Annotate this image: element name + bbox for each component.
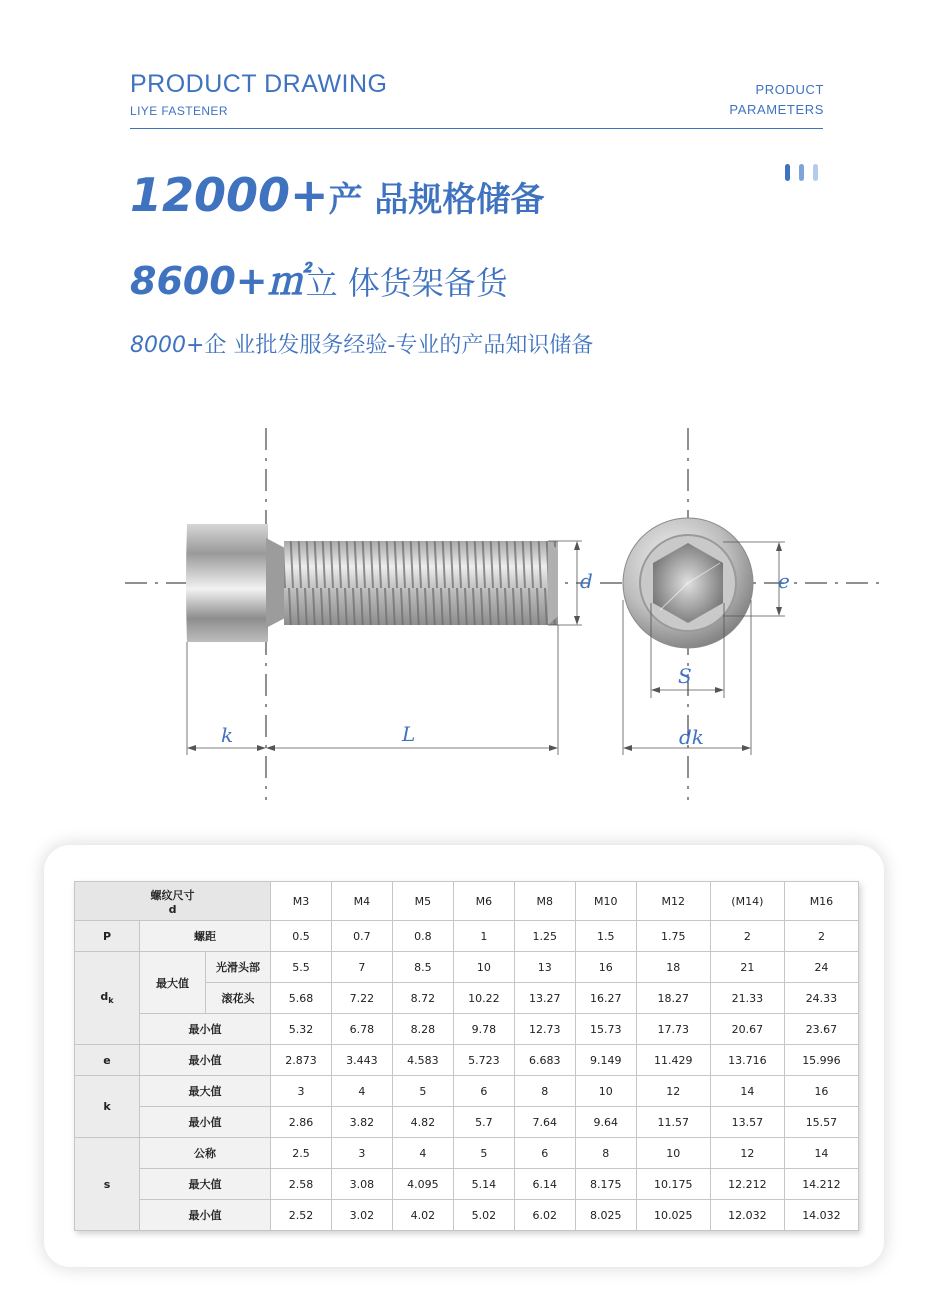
table-cell: 3.82 (331, 1107, 392, 1138)
table-cell: 8 (575, 1138, 636, 1169)
row-name-min: 最小值 (140, 1200, 271, 1231)
table-cell: 4.02 (392, 1200, 453, 1231)
stat-experience-number: 8000+ (130, 333, 205, 358)
row-label-s: s (75, 1138, 140, 1231)
row-name-smooth-head: 光滑头部 (206, 952, 271, 983)
table-cell: 4 (392, 1138, 453, 1169)
table-cell: 5.02 (453, 1200, 514, 1231)
table-cell: 6 (514, 1138, 575, 1169)
stat-experience (130, 328, 593, 359)
size-cell: M16 (784, 882, 858, 921)
table-row-e (75, 1045, 859, 1076)
row-name-min: 最小值 (140, 1014, 271, 1045)
table-cell: 7 (331, 952, 392, 983)
stat-warehouse (130, 250, 508, 305)
row-name-pitch: 螺距 (140, 921, 271, 952)
table-row-dk-smooth (75, 952, 859, 983)
table-cell: 3.02 (331, 1200, 392, 1231)
section-label-line2: PARAMETERS (729, 102, 824, 117)
table-cell: 0.5 (271, 921, 332, 952)
table-cell: 10.025 (636, 1200, 710, 1231)
dim-label-d: d (580, 569, 593, 593)
table-cell: 2.86 (271, 1107, 332, 1138)
table-cell: 20.67 (710, 1014, 784, 1045)
size-cell: M10 (575, 882, 636, 921)
table-cell: 1.25 (514, 921, 575, 952)
table-header-line1: 螺纹尺寸 (150, 888, 195, 902)
table-cell: 6.02 (514, 1200, 575, 1231)
table-cell: 5.32 (271, 1014, 332, 1045)
table-cell: 10 (575, 1076, 636, 1107)
table-cell: 5 (453, 1138, 514, 1169)
table-cell: 6.683 (514, 1045, 575, 1076)
table-cell: 9.64 (575, 1107, 636, 1138)
table-cell: 16.27 (575, 983, 636, 1014)
table-cell: 15.73 (575, 1014, 636, 1045)
table-cell: 21.33 (710, 983, 784, 1014)
table-cell: 14 (710, 1076, 784, 1107)
table-cell: 13.57 (710, 1107, 784, 1138)
table-cell: 1 (453, 921, 514, 952)
table-cell: 16 (784, 1076, 858, 1107)
table-cell: 6.78 (331, 1014, 392, 1045)
table-cell: 2.5 (271, 1138, 332, 1169)
table-cell: 5 (392, 1076, 453, 1107)
table-cell: 12 (636, 1076, 710, 1107)
table-cell: 2.58 (271, 1169, 332, 1200)
row-name-knurled-head: 滚花头 (206, 983, 271, 1014)
row-label-dk-main: d (100, 990, 109, 1004)
size-cell: M8 (514, 882, 575, 921)
size-cell: M5 (392, 882, 453, 921)
company-name: LIYE FASTENER (130, 104, 228, 118)
table-cell: 7.64 (514, 1107, 575, 1138)
table-cell: 5.723 (453, 1045, 514, 1076)
row-name-max: 最大值 (140, 1076, 271, 1107)
row-label-e: e (75, 1045, 140, 1076)
table-cell: 4.82 (392, 1107, 453, 1138)
table-cell: 15.57 (784, 1107, 858, 1138)
table-cell: 8 (514, 1076, 575, 1107)
table-cell: 8.72 (392, 983, 453, 1014)
dim-label-S: S (678, 664, 692, 688)
table-cell: 10.175 (636, 1169, 710, 1200)
stat-warehouse-number: 8600+㎡ (130, 259, 306, 303)
table-cell: 12.212 (710, 1169, 784, 1200)
table-cell: 5.68 (271, 983, 332, 1014)
table-cell: 8.5 (392, 952, 453, 983)
header-left (130, 70, 388, 118)
table-cell: 17.73 (636, 1014, 710, 1045)
row-name-min: 最小值 (140, 1045, 271, 1076)
table-cell: 0.7 (331, 921, 392, 952)
table-cell: 10.22 (453, 983, 514, 1014)
table-row-k-min (75, 1107, 859, 1138)
table-cell: 18.27 (636, 983, 710, 1014)
stat-specs-text: 产 品规格储备 (328, 180, 545, 220)
table-row-s-max (75, 1169, 859, 1200)
table-cell: 14.032 (784, 1200, 858, 1231)
dim-label-L: L (402, 722, 416, 746)
section-label-line1: PRODUCT (755, 82, 824, 97)
table-cell: 12.73 (514, 1014, 575, 1045)
table-cell: 5.14 (453, 1169, 514, 1200)
table-cell: 13 (514, 952, 575, 983)
screw-drawing (0, 420, 930, 810)
table-row-s-min (75, 1200, 859, 1231)
table-cell: 1.75 (636, 921, 710, 952)
table-cell: 11.57 (636, 1107, 710, 1138)
table-cell: 5.5 (271, 952, 332, 983)
table-cell: 24 (784, 952, 858, 983)
table-cell: 9.149 (575, 1045, 636, 1076)
table-row-k-max (75, 1076, 859, 1107)
row-label-dk (75, 952, 140, 1045)
table-cell: 9.78 (453, 1014, 514, 1045)
table-cell: 2 (784, 921, 858, 952)
table-row-s-nom (75, 1138, 859, 1169)
size-cell: M12 (636, 882, 710, 921)
page-title: PRODUCT DRAWING (130, 70, 388, 98)
table-cell: 14 (784, 1138, 858, 1169)
row-label-p: P (75, 921, 140, 952)
stat-specs-number: 12000+ (130, 168, 329, 222)
table-cell: 16 (575, 952, 636, 983)
table-cell: 6 (453, 1076, 514, 1107)
table-cell: 11.429 (636, 1045, 710, 1076)
table-cell: 0.8 (392, 921, 453, 952)
table-cell: 12 (710, 1138, 784, 1169)
table-cell: 3 (271, 1076, 332, 1107)
table-cell: 6.14 (514, 1169, 575, 1200)
row-label-dk-sub: k (108, 996, 114, 1006)
table-row-p (75, 921, 859, 952)
stat-specs (130, 168, 544, 222)
table-cell: 12.032 (710, 1200, 784, 1231)
dim-label-k: k (221, 723, 234, 747)
spec-table (74, 881, 859, 1231)
dim-label-dk: dk (679, 725, 704, 749)
header-divider (130, 128, 823, 129)
table-cell: 18 (636, 952, 710, 983)
screw-end-view (623, 518, 753, 648)
row-name-nominal: 公称 (140, 1138, 271, 1169)
table-cell: 4.095 (392, 1169, 453, 1200)
table-cell: 21 (710, 952, 784, 983)
size-cell: M4 (331, 882, 392, 921)
table-cell: 1.5 (575, 921, 636, 952)
table-cell: 7.22 (331, 983, 392, 1014)
table-cell: 4 (331, 1076, 392, 1107)
dim-label-e: e (778, 569, 790, 593)
table-header-line2: d (168, 902, 177, 916)
row-name-max: 最大值 (140, 1169, 271, 1200)
table-cell: 15.996 (784, 1045, 858, 1076)
row-label-k: k (75, 1076, 140, 1138)
table-cell: 2.52 (271, 1200, 332, 1231)
table-cell: 13.27 (514, 983, 575, 1014)
table-cell: 13.716 (710, 1045, 784, 1076)
table-cell: 2 (710, 921, 784, 952)
table-cell: 8.025 (575, 1200, 636, 1231)
table-cell: 14.212 (784, 1169, 858, 1200)
table-cell: 24.33 (784, 983, 858, 1014)
table-cell: 8.175 (575, 1169, 636, 1200)
size-cell: (M14) (710, 882, 784, 921)
table-row-dk-min (75, 1014, 859, 1045)
table-cell: 3.08 (331, 1169, 392, 1200)
table-header-cell (75, 882, 271, 921)
stat-experience-text: 企 业批发服务经验-专业的产品知识储备 (204, 333, 594, 358)
table-cell: 8.28 (392, 1014, 453, 1045)
table-cell: 3.443 (331, 1045, 392, 1076)
screw-side-view (186, 524, 558, 642)
table-cell: 3 (331, 1138, 392, 1169)
row-name-min: 最小值 (140, 1107, 271, 1138)
table-cell: 5.7 (453, 1107, 514, 1138)
row-name-max: 最大值 (140, 952, 206, 1014)
size-cell: M6 (453, 882, 514, 921)
table-header-row (75, 882, 859, 921)
stat-warehouse-text: 立 体货架备货 (305, 264, 508, 302)
header-right (729, 80, 824, 120)
table-cell: 2.873 (271, 1045, 332, 1076)
table-cell: 23.67 (784, 1014, 858, 1045)
size-cell: M3 (271, 882, 332, 921)
table-cell: 4.583 (392, 1045, 453, 1076)
table-cell: 10 (636, 1138, 710, 1169)
table-cell: 10 (453, 952, 514, 983)
